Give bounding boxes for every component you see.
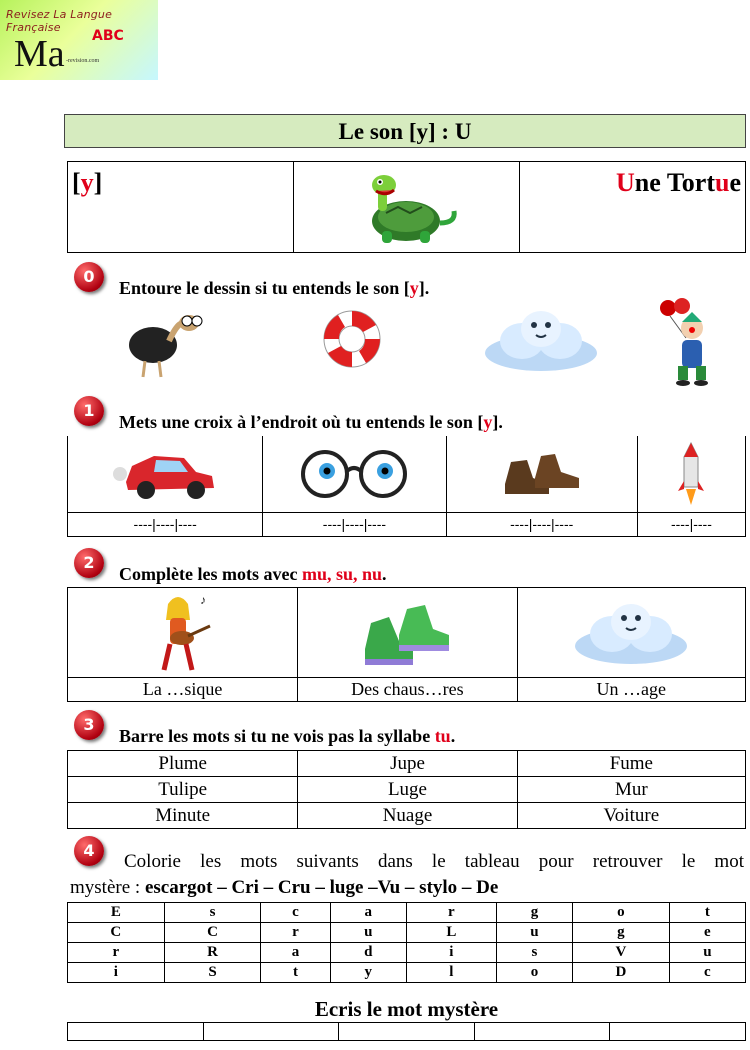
logo-tagline: Revisez La Langue Française	[6, 8, 113, 34]
guitarist-icon	[148, 590, 218, 676]
guitarist-cell	[68, 588, 298, 678]
grid-letter-cell[interactable]: r	[261, 923, 330, 943]
shoes-cell	[446, 436, 637, 512]
word-cloud[interactable]: Un …age	[517, 678, 745, 702]
shoes-icon	[497, 444, 587, 504]
word-cell: Une Tortue	[519, 162, 745, 253]
grid-letter-cell[interactable]: u	[669, 943, 745, 963]
grid-letter-cell[interactable]: d	[330, 943, 406, 963]
exercise-0-instruction: Entoure le dessin si tu entends le son [y].	[119, 278, 430, 298]
grid-letter-cell[interactable]: r	[68, 943, 165, 963]
grid-letter-cell[interactable]: u	[496, 923, 572, 943]
exercise-2-badge: 2	[74, 548, 104, 578]
exercise-1-badge: 1	[74, 396, 104, 426]
cloud-icon	[572, 598, 690, 668]
grid-letter-cell[interactable]: L	[406, 923, 496, 943]
word-cell[interactable]: Mur	[517, 777, 745, 803]
cloud-cell	[517, 588, 745, 678]
glasses-icon	[289, 449, 419, 499]
exercise-3-instruction: Barre les mots si tu ne vois pas la syllabe tu.	[119, 726, 456, 746]
answer-box[interactable]	[474, 1023, 610, 1041]
word-cell[interactable]: Tulipe	[68, 777, 298, 803]
grid-letter-cell[interactable]: S	[164, 963, 261, 983]
syllable-slot-3[interactable]: ----|----|----	[446, 512, 637, 536]
word-cell[interactable]: Jupe	[298, 751, 517, 777]
grid-letter-cell[interactable]: a	[330, 903, 406, 923]
clown-icon	[656, 298, 726, 388]
grid-letter-cell[interactable]: c	[261, 903, 330, 923]
grid-letter-cell[interactable]: o	[496, 963, 572, 983]
word-cell[interactable]: Plume	[68, 751, 298, 777]
lifebuoy-icon	[318, 305, 386, 373]
logo-brand: Ma	[14, 33, 65, 75]
word-cell[interactable]: Fume	[517, 751, 745, 777]
sneakers-cell	[298, 588, 517, 678]
mystery-answer-table	[67, 1022, 746, 1041]
grid-letter-cell[interactable]: C	[68, 923, 165, 943]
grid-letter-cell[interactable]: t	[261, 963, 330, 983]
syllable-slot-2[interactable]: ----|----|----	[263, 512, 446, 536]
grid-letter-cell[interactable]: o	[573, 903, 670, 923]
word-cell[interactable]: Voiture	[517, 803, 745, 829]
grid-letter-cell[interactable]: E	[68, 903, 165, 923]
grid-letter-cell[interactable]: i	[68, 963, 165, 983]
ex3-table	[67, 750, 746, 829]
grid-letter-cell[interactable]: D	[573, 963, 670, 983]
ostrich-icon	[125, 305, 205, 380]
grid-letter-cell[interactable]: a	[261, 943, 330, 963]
grid-letter-cell[interactable]: c	[669, 963, 745, 983]
cloud-icon	[482, 305, 600, 375]
page-title: Le son [y] : U	[64, 114, 746, 148]
turtle-icon	[346, 163, 466, 251]
sneakers-icon	[357, 593, 457, 673]
exercise-1-instruction: Mets une croix à l’endroit où tu entends le son [y].	[119, 412, 503, 432]
sound-cell: [y]	[68, 162, 294, 253]
word-shoes[interactable]: Des chaus…res	[298, 678, 517, 702]
grid-letter-cell[interactable]: R	[164, 943, 261, 963]
grid-letter-cell[interactable]: r	[406, 903, 496, 923]
grid-letter-cell[interactable]: e	[669, 923, 745, 943]
glasses-cell	[263, 436, 446, 512]
exercise-4-instruction-line2: mystère : escargot – Cri – Cru – luge –Vu – stylo – De	[70, 877, 499, 898]
grid-letter-cell[interactable]: l	[406, 963, 496, 983]
grid-letter-cell[interactable]: g	[496, 903, 572, 923]
site-logo	[0, 0, 158, 80]
turtle-cell	[293, 162, 519, 253]
grid-letter-cell[interactable]: g	[573, 923, 670, 943]
logo-url: -revision.com	[66, 58, 100, 64]
grid-letter-cell[interactable]: V	[573, 943, 670, 963]
grid-letter-cell[interactable]: y	[330, 963, 406, 983]
grid-letter-cell[interactable]: s	[496, 943, 572, 963]
syllable-slot-1[interactable]: ----|----|----	[68, 512, 263, 536]
word-cell[interactable]: Luge	[298, 777, 517, 803]
logo-abc: ABC	[92, 28, 124, 44]
header-table	[67, 161, 746, 253]
word-music[interactable]: La …sique	[68, 678, 298, 702]
answer-box[interactable]	[610, 1023, 746, 1041]
word-cell[interactable]: Nuage	[298, 803, 517, 829]
mystery-title: Ecris le mot mystère	[314, 997, 499, 1021]
grid-letter-cell[interactable]: u	[330, 923, 406, 943]
exercise-2-instruction: Complète les mots avec mu, su, nu.	[119, 564, 387, 584]
answer-box[interactable]	[203, 1023, 339, 1041]
svg-text:♪: ♪	[199, 592, 206, 607]
rocket-icon	[676, 441, 706, 507]
exercise-4-instruction-line1: Colorie les mots suivants dans le tableau pour retrouver le mot	[124, 851, 744, 872]
exercise-4-badge: 4	[74, 836, 104, 866]
exercise-3-badge: 3	[74, 710, 104, 740]
answer-box[interactable]	[339, 1023, 475, 1041]
ex1-table	[67, 436, 746, 537]
syllable-slot-4[interactable]: ----|----	[637, 512, 745, 536]
ex2-table	[67, 587, 746, 702]
car-cell	[68, 436, 263, 512]
grid-letter-cell[interactable]: C	[164, 923, 261, 943]
exercise-0-badge: 0	[74, 262, 104, 292]
car-icon	[110, 444, 220, 504]
rocket-cell	[637, 436, 745, 512]
answer-box[interactable]	[68, 1023, 204, 1041]
grid-letter-cell[interactable]: i	[406, 943, 496, 963]
grid-letter-cell[interactable]: s	[164, 903, 261, 923]
grid-letter-cell[interactable]: t	[669, 903, 745, 923]
letter-grid	[67, 902, 746, 983]
word-cell[interactable]: Minute	[68, 803, 298, 829]
